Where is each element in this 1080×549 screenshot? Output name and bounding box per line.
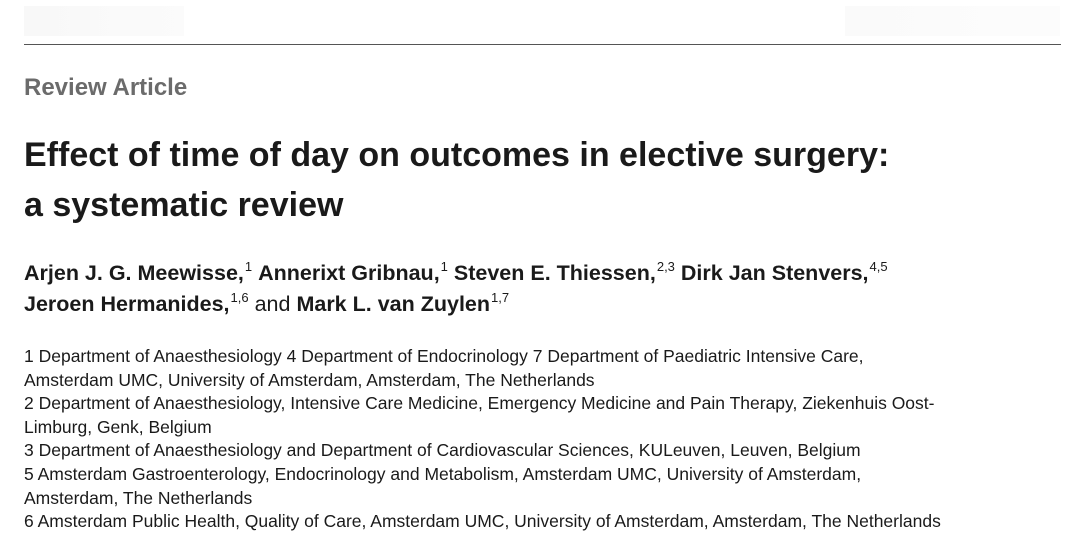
article-type-label: Review Article: [24, 74, 188, 101]
affiliation-line: Limburg, Genk, Belgium: [24, 416, 212, 437]
author-line-2: [24, 289, 1064, 320]
author-affiliation-marker: 1,6: [230, 290, 249, 305]
author-affiliation-marker: 4,5: [869, 259, 888, 274]
author-conjunction: and: [254, 292, 291, 316]
affiliation-list: [24, 345, 1069, 534]
author-list: [24, 258, 1064, 320]
affiliation-line: Amsterdam UMC, University of Amsterdam, Amsterdam, The Netherlands: [24, 369, 595, 390]
affiliation-line: 1 Department of Anaesthesiology 4 Department of Endocrinology 7 Department of Paediatric Intensive Care,: [24, 346, 864, 366]
affiliation-line: Amsterdam, The Netherlands: [24, 487, 253, 508]
article-title: [24, 130, 1034, 230]
affiliation-line: 3 Department of Anaesthesiology and Department of Cardiovascular Sciences, KULeuven, Leuven, Belgium: [24, 440, 861, 461]
journal-header-faded-left: [24, 6, 184, 36]
author-name: Jeroen Hermanides,: [24, 292, 230, 316]
affiliation-line: 6 Amsterdam Public Health, Quality of Care, Amsterdam UMC, University of Amsterdam, Amsterdam, The Netherlands: [24, 511, 941, 532]
author-name: Dirk Jan Stenvers,: [680, 261, 869, 285]
author-affiliation-marker: 1,7: [491, 290, 510, 305]
affiliation-line: 2 Department of Anaesthesiology, Intensive Care Medicine, Emergency Medicine and Pain Therapy, Ziekenhuis Oost-: [24, 393, 935, 414]
affiliation-line: 5 Amsterdam Gastroenterology, Endocrinology and Metabolism, Amsterdam UMC, University of Amsterdam,: [24, 463, 862, 484]
author-name: Arjen J. G. Meewisse,: [24, 261, 244, 285]
journal-header-faded-right: [845, 6, 1060, 36]
header-rule: [24, 44, 1061, 45]
author-affiliation-marker: 1: [244, 259, 253, 274]
article-title-line-2: a systematic review: [24, 186, 344, 224]
author-affiliation-marker: 2,3: [656, 259, 675, 274]
article-title-line-1: Effect of time of day on outcomes in elective surgery:: [24, 136, 890, 174]
author-name: Steven E. Thiessen,: [453, 261, 656, 285]
author-name: Mark L. van Zuylen: [296, 292, 491, 316]
author-affiliation-marker: 1: [440, 259, 448, 274]
author-line-1: [24, 258, 1064, 289]
author-name: Annerixt Gribnau,: [258, 261, 440, 285]
